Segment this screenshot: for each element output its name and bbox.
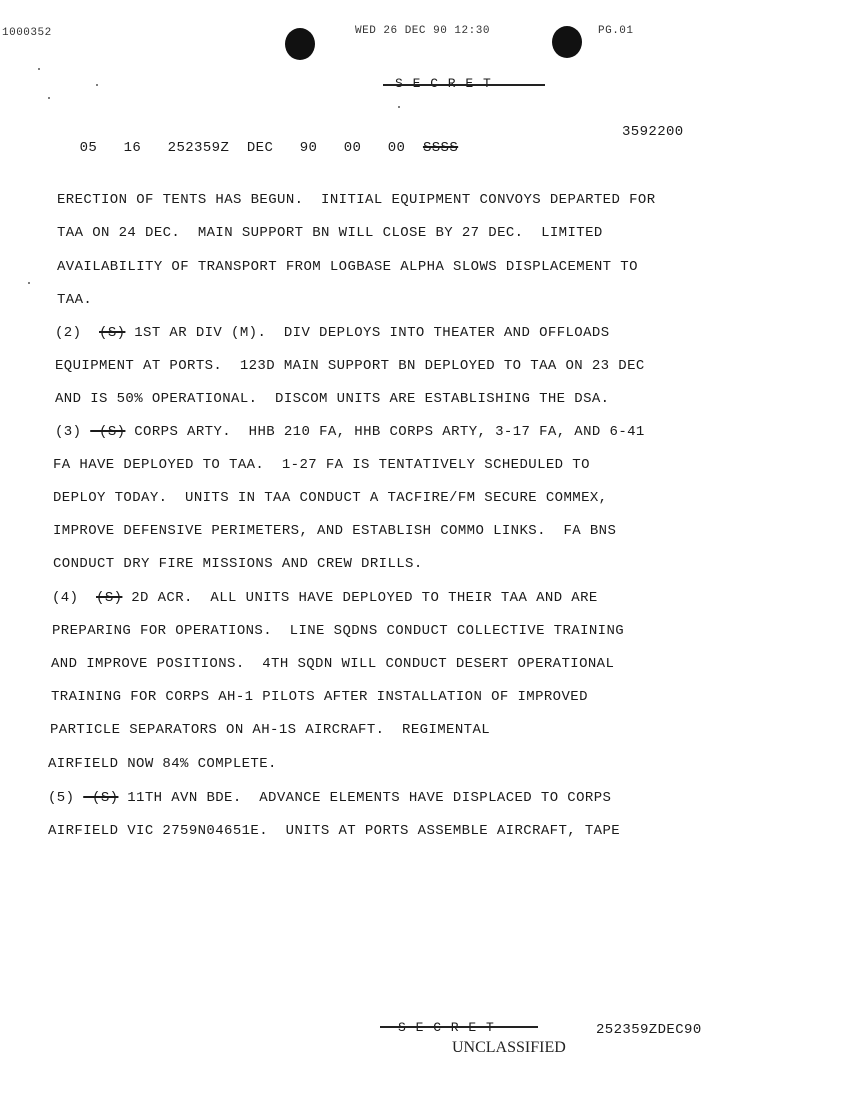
body-text-segment: 2D ACR. ALL UNITS HAVE DEPLOYED TO THEIR TAA AND ARE bbox=[122, 590, 598, 606]
body-text-segment: 1ST AR DIV (M). DIV DEPLOYS INTO THEATER AND OFFLOADS bbox=[125, 325, 610, 341]
body-text-segment: (2) bbox=[55, 325, 100, 341]
msg-field: 00 bbox=[343, 140, 362, 156]
body-text-segment: ERECTION OF TENTS HAS BEGUN. INITIAL EQUIPMENT CONVOYS DEPARTED FOR bbox=[57, 192, 656, 208]
body-line bbox=[53, 457, 590, 473]
body-text-segment: AIRFIELD VIC 2759N04651E. UNITS AT PORTS ASSEMBLE AIRCRAFT, TAPE bbox=[48, 823, 621, 839]
body-text-segment: IMPROVE DEFENSIVE PERIMETERS, AND ESTABLISH COMMO LINKS. FA BNS bbox=[53, 523, 617, 539]
body-line bbox=[52, 590, 598, 606]
body-line bbox=[48, 823, 620, 839]
struck-classification-marking: (S) bbox=[99, 325, 126, 341]
body-text-segment: CORPS ARTY. HHB 210 FA, HHB CORPS ARTY, 3-17 FA, AND 6-41 bbox=[125, 424, 645, 440]
body-text-segment: TRAINING FOR CORPS AH-1 PILOTS AFTER INSTALLATION OF IMPROVED bbox=[51, 689, 588, 705]
struck-classification-marking: -(S) bbox=[83, 790, 119, 806]
fax-datetime: WED 26 DEC 90 12:30 bbox=[355, 25, 490, 37]
msg-field: 16 bbox=[123, 140, 142, 156]
body-text-segment: PREPARING FOR OPERATIONS. LINE SQDNS CONDUCT COLLECTIVE TRAINING bbox=[52, 623, 625, 639]
body-line bbox=[55, 424, 645, 440]
body-text-segment: (4) bbox=[52, 590, 97, 606]
msg-field: 00 bbox=[387, 140, 406, 156]
body-text-segment: (3) bbox=[55, 424, 91, 440]
body-line bbox=[48, 756, 277, 772]
body-text-segment: TAA. bbox=[57, 292, 93, 308]
document-id: 1000352 bbox=[2, 27, 52, 39]
body-text-segment: CONDUCT DRY FIRE MISSIONS AND CREW DRILLS. bbox=[53, 556, 423, 572]
body-text-segment: DEPLOY TODAY. UNITS IN TAA CONDUCT A TACFIRE/FM SECURE COMMEX, bbox=[53, 490, 608, 506]
body-text-segment: EQUIPMENT AT PORTS. 123D MAIN SUPPORT BN DEPLOYED TO TAA ON 23 DEC bbox=[55, 358, 645, 374]
body-line bbox=[53, 523, 616, 539]
struck-classification-marking: -(S) bbox=[90, 424, 126, 440]
body-line bbox=[57, 259, 638, 275]
body-text-segment: AVAILABILITY OF TRANSPORT FROM LOGBASE ALPHA SLOWS DISPLACEMENT TO bbox=[57, 259, 638, 275]
msg-field: 252359Z bbox=[167, 140, 230, 156]
struck-classification-marking: (S) bbox=[96, 590, 123, 606]
footer-dtg: 252359ZDEC90 bbox=[596, 1022, 702, 1038]
body-text-segment: TAA ON 24 DEC. MAIN SUPPORT BN WILL CLOSE BY 27 DEC. LIMITED bbox=[57, 225, 603, 241]
body-line bbox=[51, 656, 614, 672]
body-line bbox=[57, 292, 92, 308]
body-line bbox=[53, 556, 423, 572]
body-line bbox=[57, 225, 603, 241]
body-text-segment: PARTICLE SEPARATORS ON AH-1S AIRCRAFT. REGIMENTAL bbox=[50, 722, 491, 738]
body-text-segment: AND IMPROVE POSITIONS. 4TH SQDN WILL CONDUCT DESERT OPERATIONAL bbox=[51, 656, 615, 672]
body-line bbox=[51, 689, 588, 705]
message-number: 3592200 bbox=[622, 124, 684, 140]
body-line bbox=[55, 391, 610, 407]
msg-field: 05 bbox=[79, 140, 98, 156]
body-line bbox=[52, 623, 624, 639]
classification-bottom-strike-line bbox=[380, 1026, 538, 1028]
body-text-segment: AIRFIELD NOW 84% COMPLETE. bbox=[48, 756, 277, 772]
unclassified-stamp: UNCLASSIFIED bbox=[452, 1039, 566, 1056]
fax-page-number: PG.01 bbox=[598, 25, 634, 37]
body-text-segment: (5) bbox=[48, 790, 84, 806]
msg-field: DEC bbox=[246, 140, 274, 156]
body-text-segment: AND IS 50% OPERATIONAL. DISCOM UNITS ARE ESTABLISHING THE DSA. bbox=[55, 391, 610, 407]
struck-code: SSSS bbox=[422, 140, 459, 156]
body-text-segment: 11TH AVN BDE. ADVANCE ELEMENTS HAVE DISPLACED TO CORPS bbox=[118, 790, 612, 806]
body-text-segment: FA HAVE DEPLOYED TO TAA. 1-27 FA IS TENTATIVELY SCHEDULED TO bbox=[53, 457, 590, 473]
body-line bbox=[53, 490, 608, 506]
body-line bbox=[57, 192, 656, 208]
body-line bbox=[55, 325, 610, 341]
body-line bbox=[55, 358, 645, 374]
body-line bbox=[48, 790, 611, 806]
msg-field: 90 bbox=[299, 140, 318, 156]
body-line bbox=[50, 722, 490, 738]
